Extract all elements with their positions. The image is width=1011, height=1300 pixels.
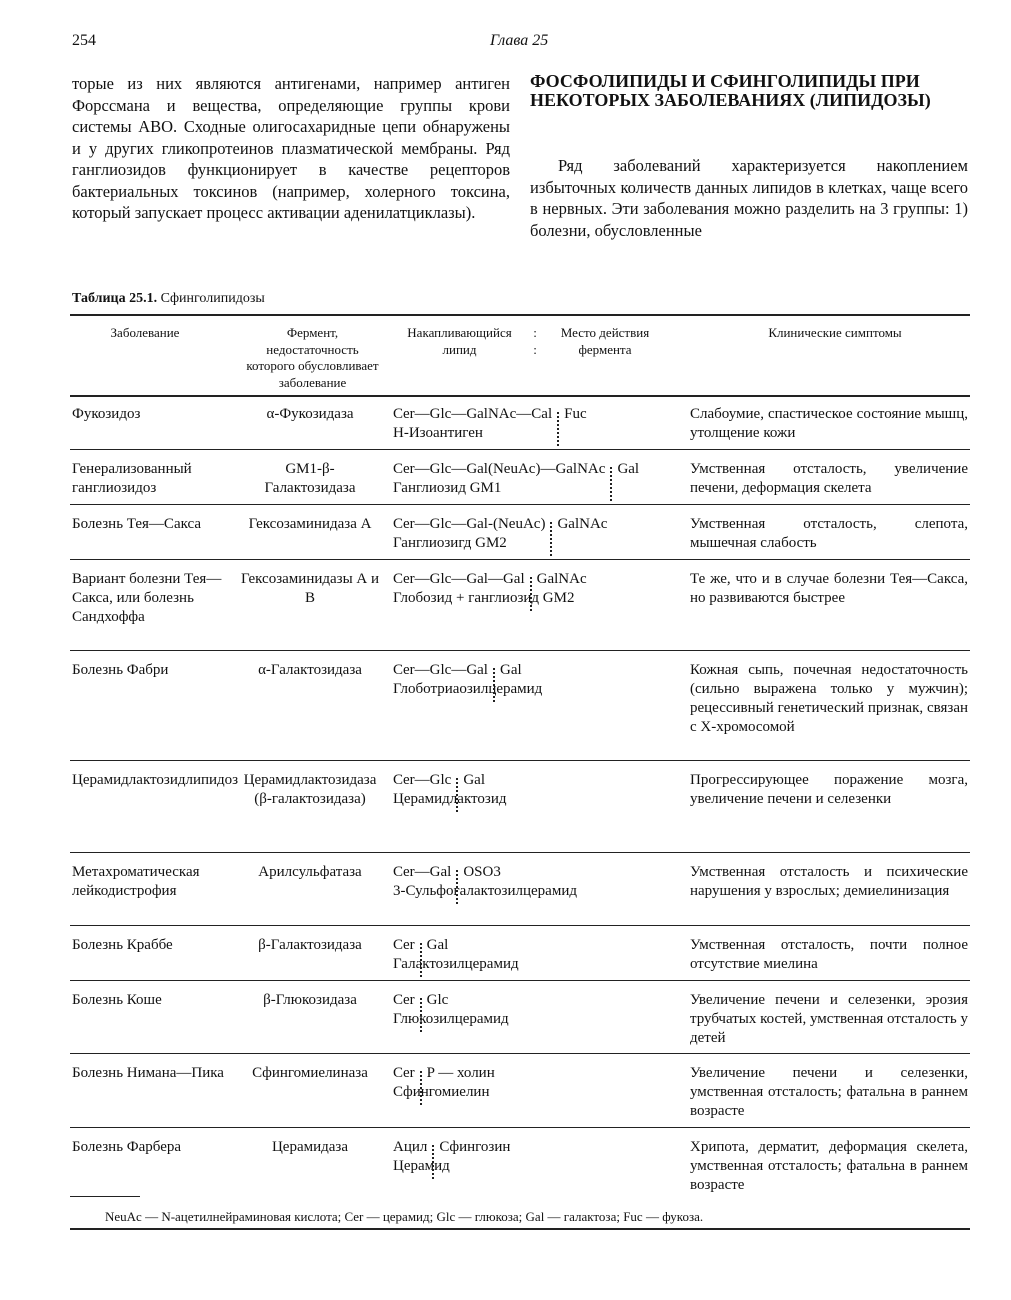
lipid-formula-right: Gal <box>617 461 640 477</box>
symptoms-cell: Те же, что и в случае болезни Тея—Сакса, но развиваются быстрее <box>690 571 968 606</box>
lipid-name: Галактозилцерамид <box>393 956 519 972</box>
lipid-formula-left: Cer <box>393 1065 415 1081</box>
disease-cell: Метахроматическая лейкодистрофия <box>72 864 200 899</box>
table-top-rule <box>70 314 970 316</box>
lipid-formula-left: Cer—Glc—Gal <box>393 662 488 678</box>
symptoms-cell: Увеличение печени и селезенки, умственная отсталость; фатальна в раннем возрасте <box>690 1065 968 1119</box>
page-number: 254 <box>72 32 96 49</box>
header-rule <box>70 395 970 397</box>
enzyme-cell: Церамидлактозидаза (β-галактозидаза) <box>243 772 377 807</box>
lipid-formula-right: GalNAc <box>557 516 608 532</box>
table-bottom-rule <box>70 1228 970 1230</box>
disease-cell: Болезнь Тея—Сакса <box>72 516 202 532</box>
row-divider <box>70 760 970 761</box>
lipid-name: Ганглиозид GM1 <box>393 480 502 496</box>
row-divider <box>70 504 970 505</box>
row-divider <box>70 852 970 853</box>
lipid-cell <box>393 661 688 699</box>
lipid-cell <box>393 515 688 553</box>
lipid-name: Ганглиозигд GM2 <box>393 535 507 551</box>
symptoms-cell: Умственная отсталость и психические нарушения у взрослых; демиелинизация <box>690 864 968 899</box>
table-title: Сфинголипидозы <box>160 291 265 306</box>
disease-cell: Фукозидоз <box>72 406 141 422</box>
lipid-name: Н-Изоантиген <box>393 425 483 441</box>
disease-cell: Церамидлактозидлипидоз <box>72 772 239 788</box>
lipid-formula-right: Gal <box>463 772 485 788</box>
lipid-cell <box>393 1064 688 1102</box>
symptoms-cell: Умственная отсталость, увеличение печени, деформация скелета <box>690 461 968 496</box>
header-disease: Заболевание <box>110 325 180 340</box>
symptoms-cell: Увеличение печени и селезенки, эрозия трубчатых костей, умственная отсталость у детей <box>690 992 968 1046</box>
section-heading: ФОСФОЛИПИДЫ И СФИНГОЛИПИДЫ ПРИ НЕКОТОРЫХ ЗАБОЛЕВАНИЯХ (ЛИПИДОЗЫ) <box>530 71 931 110</box>
lipid-cell <box>393 405 688 443</box>
lipid-cell <box>393 570 688 608</box>
table-number: Таблица 25.1. <box>72 291 158 306</box>
lipid-name: Глоботриаозилцерамид <box>393 681 543 697</box>
symptoms-cell: Прогрессирующее поражение мозга, увеличение печени и селезенки <box>690 772 968 807</box>
enzyme-cell: β-Глюкозидаза <box>263 992 357 1008</box>
symptoms-cell: Слабоумие, спастическое состояние мышц, утолщение кожи <box>690 406 968 441</box>
lipid-formula-right: Glc <box>426 992 449 1008</box>
enzyme-cell: α-Фукозидаза <box>266 406 354 422</box>
enzyme-cell: β-Галактозидаза <box>258 937 362 953</box>
disease-cell: Болезнь Фарбера <box>72 1139 182 1155</box>
lipid-formula-left: Cer <box>393 937 415 953</box>
enzyme-cell: Сфингомиелиназа <box>252 1065 368 1081</box>
lipid-formula-left: Ацил <box>393 1139 428 1155</box>
lipid-formula-left: Cer—Glc—Gal(NeuAc)—GalNAc <box>393 461 606 477</box>
symptoms-cell: Умственная отсталость, почти полное отсутствие миелина <box>690 937 968 972</box>
lipid-formula-right: Gal <box>499 662 522 678</box>
header-lipid: Накапливающийся липид <box>407 325 512 357</box>
lipid-cell <box>393 863 688 901</box>
symptoms-cell: Кожная сыпь, почечная недостаточность (сильно выражена только у мужчин); рецессивный генетический признак, связан с Х-хромосомой <box>690 662 968 735</box>
disease-cell: Болезнь Коше <box>72 992 162 1008</box>
enzyme-cell: GM1-β-Галактозидаза <box>264 461 356 496</box>
enzyme-cell: Гексозаминидаза А <box>248 516 372 532</box>
lipid-formula-right: Fuc <box>564 406 587 422</box>
disease-cell: Вариант болезни Тея—Сакса, или болезнь Сандхоффа <box>72 571 222 625</box>
enzyme-cell: Церамидаза <box>271 1139 349 1155</box>
right-column-text: Ряд заболеваний характеризуется накоплением избыточных количеств данных липидов в клетках, чаще всего в нервных. Эти заболевания можно разделить на 3 группы: 1) болезни, обусловленные <box>530 156 968 240</box>
lipid-formula-right: P — холин <box>426 1065 495 1081</box>
disease-cell: Генерализованный ганглиозидоз <box>72 461 192 496</box>
lipid-formula-left: Cer—Glc <box>393 772 452 788</box>
enzyme-cell: α-Галактозидаза <box>258 662 362 678</box>
lipid-cell <box>393 460 688 498</box>
footnote-rule <box>70 1196 140 1197</box>
lipid-formula-left: Cer—Glc—Gal—Gal <box>393 571 525 587</box>
lipid-name: 3-Сульфогалактозилцерамид <box>393 883 577 899</box>
symptoms-cell: Хрипота, дерматит, деформация скелета, умственная отсталость; фатальна в раннем возрасте <box>690 1139 968 1193</box>
disease-cell: Болезнь Краббе <box>72 937 173 953</box>
lipid-name: Сфингомиелин <box>393 1084 490 1100</box>
header-enzyme: Фермент, недостаточность которого обусловливает заболевание <box>246 325 379 390</box>
lipid-cell <box>393 771 688 809</box>
disease-cell: Болезнь Нимана—Пика <box>72 1065 224 1081</box>
row-divider <box>70 925 970 926</box>
header-divider: : : <box>533 325 537 357</box>
lipid-name: Церамидлактозид <box>393 791 507 807</box>
enzyme-cell: Арилсульфатаза <box>258 864 362 880</box>
row-divider <box>70 980 970 981</box>
symptoms-cell: Умственная отсталость, слепота, мышечная слабость <box>690 516 968 551</box>
row-divider <box>70 559 970 560</box>
lipid-formula-right: OSO3 <box>463 864 501 880</box>
table-footnote: NeuAc — N-ацетилнейраминовая кислота; Cer — церамид; Glc — глюкоза; Gal — галактоза; Fuc — фукоза. <box>105 1209 704 1224</box>
lipid-name: Церамид <box>393 1158 450 1174</box>
row-divider <box>70 449 970 450</box>
header-symptoms: Клинические симптомы <box>768 325 902 340</box>
lipid-name: Глюкозилцерамид <box>393 1011 509 1027</box>
lipid-formula-left: Cer—Glc—GalNAc—Cal <box>393 406 553 422</box>
lipid-formula-left: Cer—Gal <box>393 864 452 880</box>
running-title: Глава 25 <box>490 32 549 49</box>
row-divider <box>70 1053 970 1054</box>
left-column-text: торые из них являются антигенами, например антиген Форссмана и вещества, определяющие группы крови системы АВО. Сходные олигосахаридные цепи обнаружены и у других гликопротеинов плазматической мембраны. Ряд ганглиозидов функционирует в качестве рецепторов бактериальных токсинов (например, холерного токсина, который запускает процесс активации аденилатциклазы). <box>72 74 510 222</box>
lipid-formula-left: Cer <box>393 992 415 1008</box>
lipid-cell <box>393 1138 688 1176</box>
table-caption <box>72 291 265 307</box>
lipid-name: Глобозид + ганглиозид GM2 <box>393 590 575 606</box>
lipid-cell <box>393 936 688 974</box>
lipid-formula-left: Cer—Glc—Gal-(NeuAc) <box>393 516 546 532</box>
disease-cell: Болезнь Фабри <box>72 662 169 678</box>
row-divider <box>70 1127 970 1128</box>
lipid-formula-right: Сфингозин <box>439 1139 511 1155</box>
row-divider <box>70 650 970 651</box>
header-site: Место действия фермента <box>560 325 650 357</box>
enzyme-cell: Гексозаминидазы А и В <box>240 571 380 606</box>
lipid-formula-right: Gal <box>426 937 449 953</box>
lipid-formula-right: GalNAc <box>536 571 587 587</box>
lipid-cell <box>393 991 688 1029</box>
